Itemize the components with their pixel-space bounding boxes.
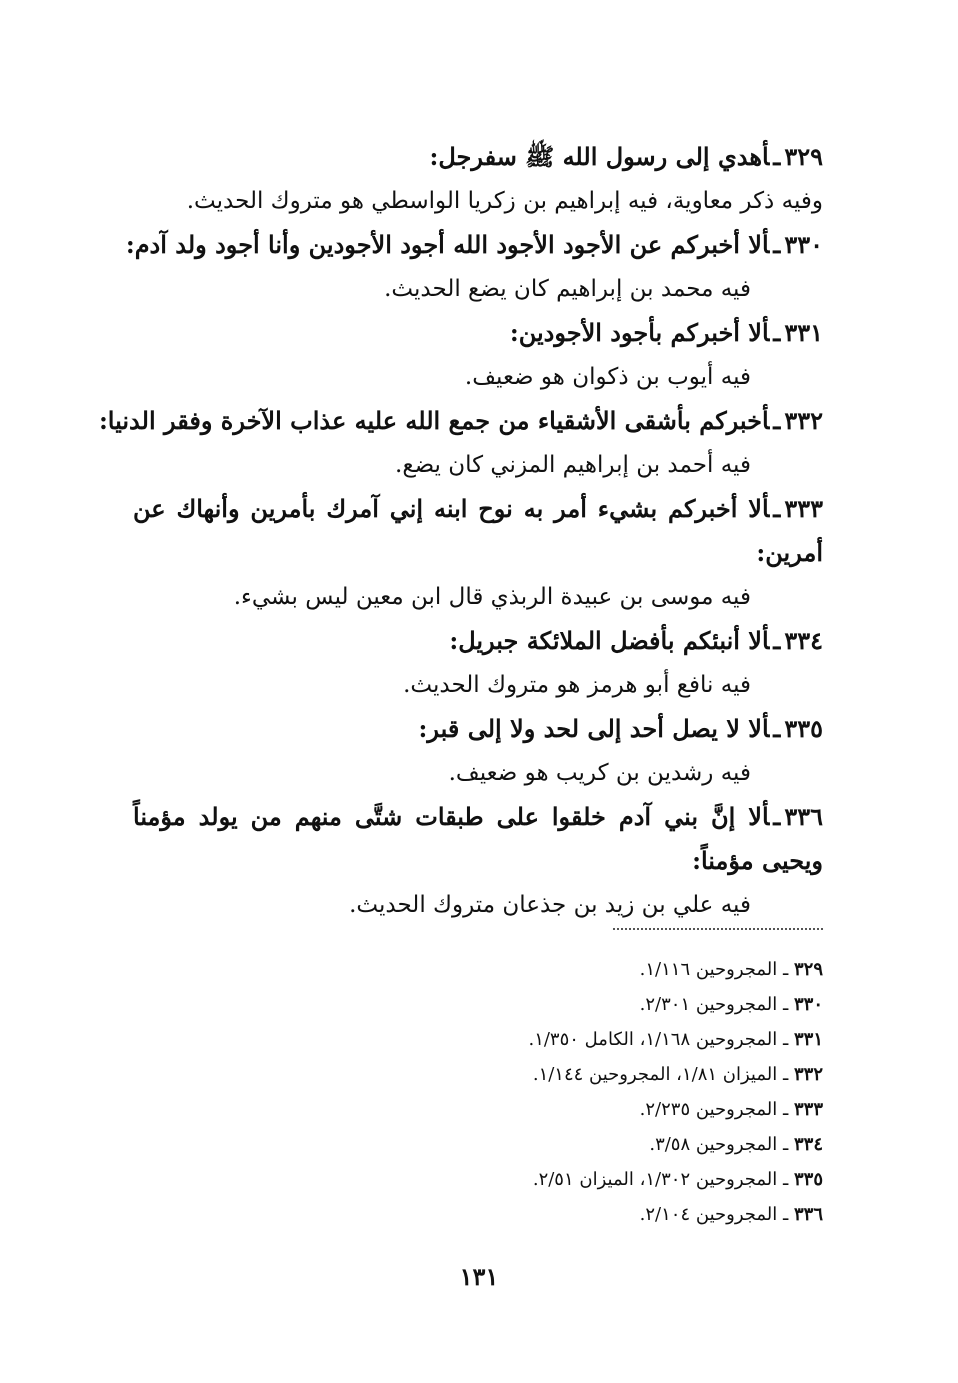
- footnote-number: ٣٢٩: [793, 959, 823, 980]
- entry-comment: فيه محمد بن إبراهيم كان يضع الحديث.: [384, 276, 751, 302]
- entry-dash: ـ: [773, 318, 781, 347]
- footnote: ٣٣٦ ـ المجروحين ٢/١٠٤.: [639, 1204, 823, 1225]
- footnote: ٣٣٢ ـ الميزان ١/٨١، المجروحين ١/١٤٤.: [532, 1064, 823, 1085]
- footnote-number: ٣٣١: [793, 1029, 823, 1050]
- entry-heading: [133, 795, 823, 883]
- footnote-text: المجروحين ٢/٣٠١.: [639, 994, 778, 1015]
- entry-number: ٣٣٥: [784, 714, 823, 743]
- entry-330: [125, 223, 823, 311]
- footnote: ٣٢٩ ـ المجروحين ١/١١٦.: [639, 959, 823, 980]
- entry-335: [133, 707, 823, 795]
- entry-number: ٣٣٤: [784, 626, 823, 655]
- entry-number: ٣٣٠: [784, 230, 823, 259]
- entry-heading-text: ألا أخبركم بأجود الأجودين:: [509, 318, 770, 347]
- entry-number: ٣٣٣: [784, 494, 823, 523]
- entry-heading-text: ألا أخبركم عن الأجود الأجود الله أجود الأجودين وأنا أجود ولد آدم:: [125, 230, 770, 259]
- footnote: ٣٣٠ ـ المجروحين ٢/٣٠١.: [639, 994, 823, 1015]
- entry-dash: ـ: [773, 714, 781, 743]
- footnote-text: المجروحين ٣/٥٨.: [649, 1134, 778, 1155]
- entry-heading-text: أخبركم بأشقى الأشقياء من جمع الله عليه عذاب الآخرة وفقر الدنيا:: [98, 406, 770, 435]
- entry-comment: فيه علي بن زيد بن جذعان متروك الحديث.: [349, 892, 751, 918]
- page-number: ١٣١: [459, 1262, 499, 1291]
- footnote-divider: [613, 928, 823, 930]
- entry-heading: [133, 619, 823, 663]
- footnote-number: ٣٣٠: [793, 994, 823, 1015]
- entry-heading-text: ألا لا يصل أحد إلى لحد ولا إلى قبر:: [418, 714, 770, 743]
- footnote-text: المجروحين ٢/١٠٤.: [639, 1204, 778, 1225]
- entry-dash: ـ: [773, 802, 781, 831]
- entry-dash: ـ: [773, 494, 781, 523]
- entry-dash: ـ: [773, 230, 781, 259]
- footnote-number: ٣٣٢: [793, 1064, 823, 1085]
- entry-number: ٣٢٩: [784, 142, 823, 171]
- entry-heading: [133, 487, 823, 575]
- entry-comment: فيه أحمد بن إبراهيم المزني كان يضع.: [395, 452, 751, 478]
- footnote-text: المجروحين ١/١١٦.: [639, 959, 778, 980]
- entry-heading: [133, 135, 823, 179]
- entry-329: [133, 135, 823, 223]
- entry-dash: ـ: [773, 626, 781, 655]
- entry-number: ٣٣١: [784, 318, 823, 347]
- entry-heading-text: ألا أنبئكم بأفضل الملائكة جبريل:: [449, 626, 770, 655]
- hadith-entries: [98, 135, 823, 927]
- footnote-text: المجروحين ١/٣٠٢، الميزان ٢/٥١.: [532, 1169, 778, 1190]
- entry-heading: [133, 311, 823, 355]
- footnote: ٣٣٤ ـ المجروحين ٣/٥٨.: [649, 1134, 823, 1155]
- footnote-text: الميزان ١/٨١، المجروحين ١/١٤٤.: [532, 1064, 778, 1085]
- entry-dash: ـ: [773, 406, 781, 435]
- footnote-text: المجروحين ١/١٦٨، الكامل ١/٣٥٠.: [528, 1029, 778, 1050]
- entry-333: [133, 487, 823, 619]
- footnote: ٣٣١ ـ المجروحين ١/١٦٨، الكامل ١/٣٥٠.: [528, 1029, 823, 1050]
- entry-dash: ـ: [773, 142, 781, 171]
- entry-heading: [133, 707, 823, 751]
- entry-comment: وفيه ذكر معاوية، فيه إبراهيم بن زكريا الواسطي هو متروك الحديث.: [186, 188, 823, 214]
- footnote-number: ٣٣٣: [793, 1099, 823, 1120]
- entry-heading: [125, 223, 823, 267]
- entry-heading: [98, 399, 823, 443]
- entry-336: [133, 795, 823, 927]
- footnote-number: ٣٣٤: [793, 1134, 823, 1155]
- entry-comment: فيه رشدين بن كريب هو ضعيف.: [448, 760, 751, 786]
- footnote-text: المجروحين ٢/٢٣٥.: [639, 1099, 778, 1120]
- entry-number: ٣٣٦: [784, 802, 823, 831]
- footnote: ٣٣٣ ـ المجروحين ٢/٢٣٥.: [639, 1099, 823, 1120]
- entry-331: [133, 311, 823, 399]
- footnote: ٣٣٥ ـ المجروحين ١/٣٠٢، الميزان ٢/٥١.: [532, 1169, 823, 1190]
- entry-heading-text: ألا إنَّ بني آدم خلقوا على طبقات شتَّى منهم من يولد مؤمناً ويحيى مؤمناً:: [133, 802, 823, 875]
- footnotes: [303, 952, 823, 1232]
- entry-heading-text: ألا أخبركم بشيء أمر به نوح ابنه إني آمرك بأمرين وأنهاك عن أمرين:: [133, 494, 823, 567]
- entry-comment: فيه موسى بن عبيدة الربذي قال ابن معين ليس بشيء.: [233, 584, 751, 610]
- entry-number: ٣٣٢: [784, 406, 823, 435]
- entry-comment: فيه أيوب بن ذكوان هو ضعيف.: [464, 364, 751, 390]
- entry-heading-text: أهدي إلى رسول الله ﷺ سفرجل:: [429, 142, 770, 171]
- footnote-number: ٣٣٥: [793, 1169, 823, 1190]
- entry-comment: فيه نافع أبو هرمز هو متروك الحديث.: [403, 672, 751, 698]
- footnote-number: ٣٣٦: [793, 1204, 823, 1225]
- entry-334: [133, 619, 823, 707]
- entry-332: [98, 399, 823, 487]
